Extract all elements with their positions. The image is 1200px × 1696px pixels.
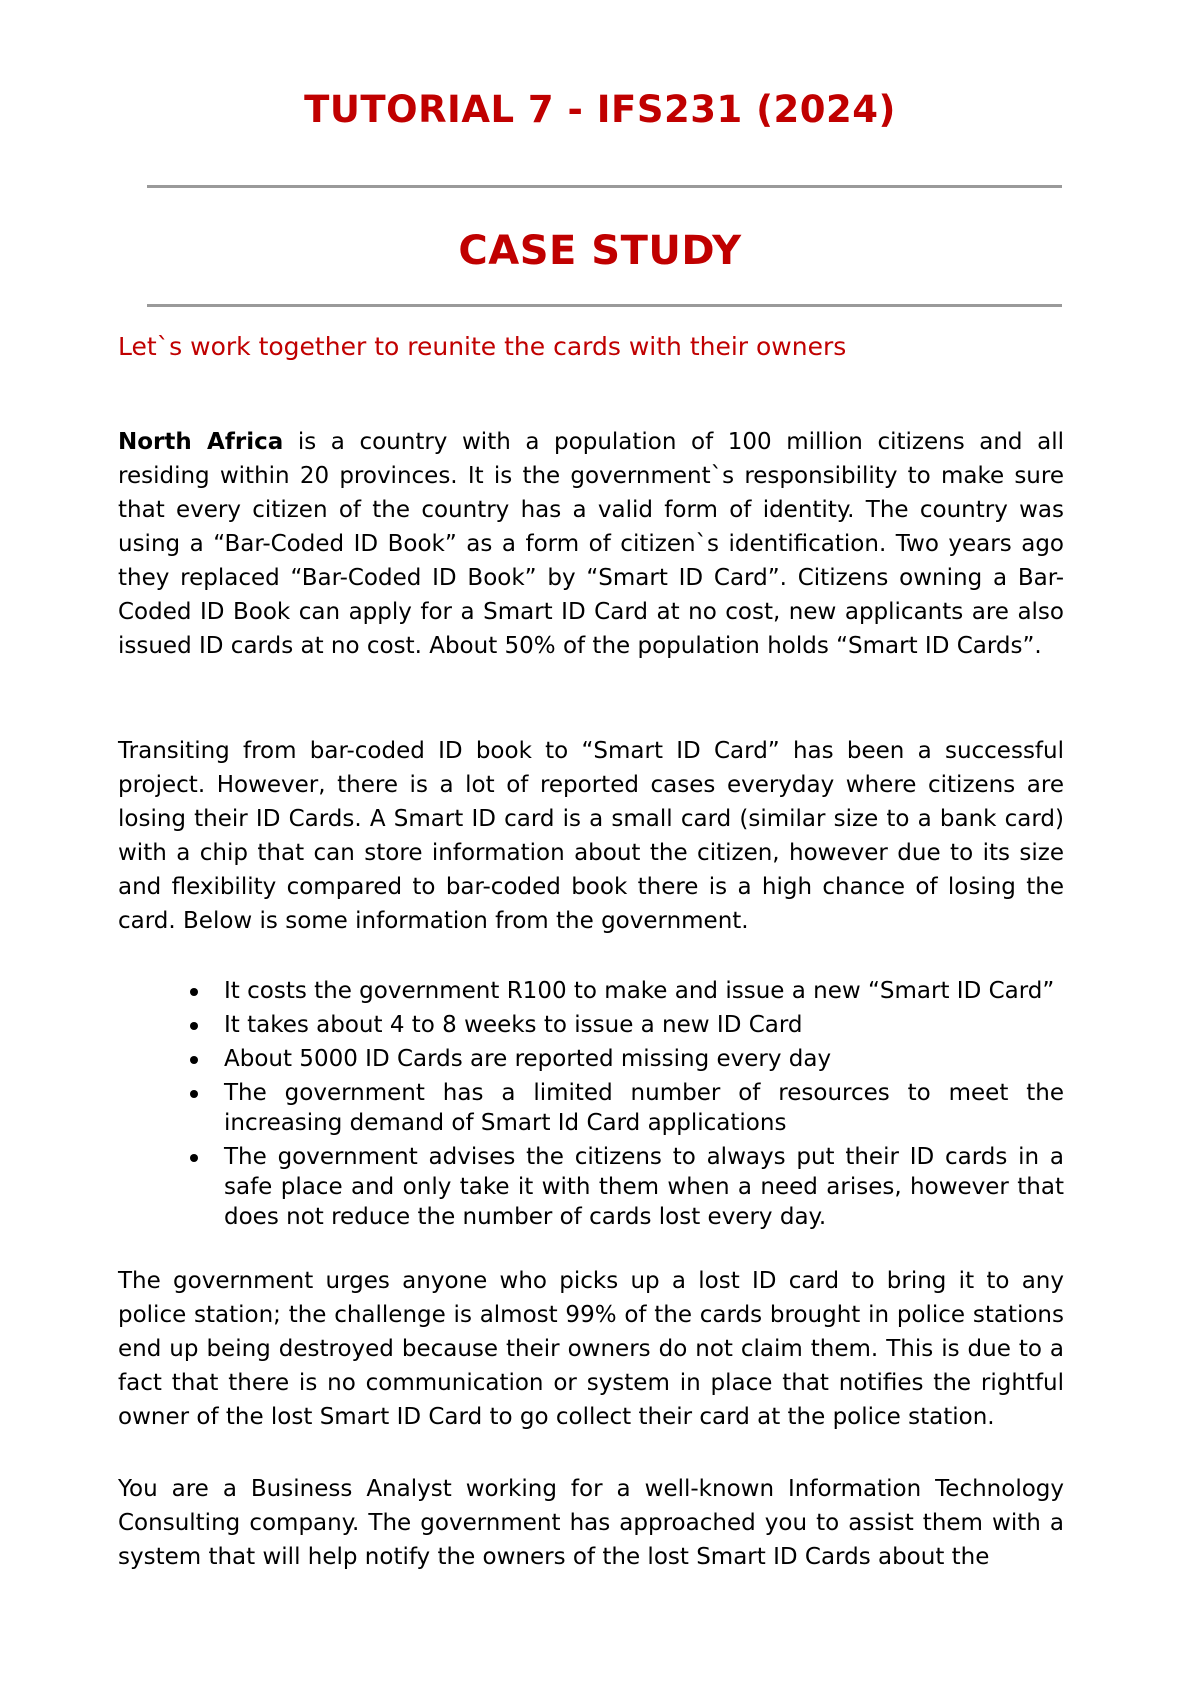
bullet-icon [190, 1154, 198, 1162]
horizontal-rule [147, 304, 1062, 307]
bullet-icon [190, 1090, 198, 1098]
intro-paragraph [118, 425, 1064, 663]
case-study-subtitle: Let`s work together to reunite the cards with their owners [118, 332, 847, 361]
list-item-text: It costs the government R100 to make and issue a new “Smart ID Card” [224, 978, 1055, 1004]
list-item-text: It takes about 4 to 8 weeks to issue a new ID Card [224, 1012, 803, 1038]
intro-paragraph-text: is a country with a population of 100 million citizens and all residing within 20 provinces. It is the government`s responsibility to make sure that every citizen of the country has a valid form of identity. The country was using a “Bar-Coded ID Book” as a form of citizen`s identification. Two years ago they replaced “Bar-Coded ID Book” by “Smart ID Card”. Citizens owning a Bar-Coded ID Book can apply for a Smart ID Card at no cost, new applicants are also issued ID cards at no cost. About 50% of the population holds “Smart ID Cards”. [118, 429, 1064, 659]
list-item [118, 1142, 1064, 1232]
document-title: TUTORIAL 7 - IFS231 (2024) [304, 88, 896, 131]
government-facts-list [118, 976, 1064, 1236]
list-item [118, 1044, 1064, 1074]
business-analyst-paragraph: You are a Business Analyst working for a well-known Information Technology Consulting company. The government has approached you to assist them with a system that will help notify the owners of the lost Smart ID Cards about the [118, 1476, 1064, 1570]
list-item-text: The government advises the citizens to always put their ID cards in a safe place and only take it with them when a need arises, however that does not reduce the number of cards lost every day. [224, 1144, 1064, 1230]
section-title: CASE STUDY [458, 228, 742, 274]
country-name: North Africa [118, 429, 284, 455]
bullet-icon [190, 1056, 198, 1064]
bullet-icon [190, 988, 198, 996]
list-item [118, 1010, 1064, 1040]
list-item-text: About 5000 ID Cards are reported missing every day [224, 1046, 832, 1072]
police-station-paragraph: The government urges anyone who picks up a lost ID card to bring it to any police station; the challenge is almost 99% of the cards brought in police stations end up being destroyed because their owners do not claim them. This is due to a fact that there is no communication or system in place that notifies the rightful owner of the lost Smart ID Card to go collect their card at the police station. [118, 1268, 1064, 1430]
problem-paragraph: Transiting from bar-coded ID book to “Smart ID Card” has been a successful project. However, there is a lot of reported cases everyday where citizens are losing their ID Cards. A Smart ID card is a small card (similar size to a bank card) with a chip that can store information about the citizen, however due to its size and flexibility compared to bar-coded book there is a high chance of losing the card. Below is some information from the government. [118, 738, 1064, 934]
bullet-icon [190, 1022, 198, 1030]
list-item [118, 1078, 1064, 1138]
horizontal-rule [147, 185, 1062, 188]
list-item [118, 976, 1064, 1006]
list-item-text: The government has a limited number of resources to meet the increasing demand of Smart Id Card applications [224, 1080, 1064, 1136]
